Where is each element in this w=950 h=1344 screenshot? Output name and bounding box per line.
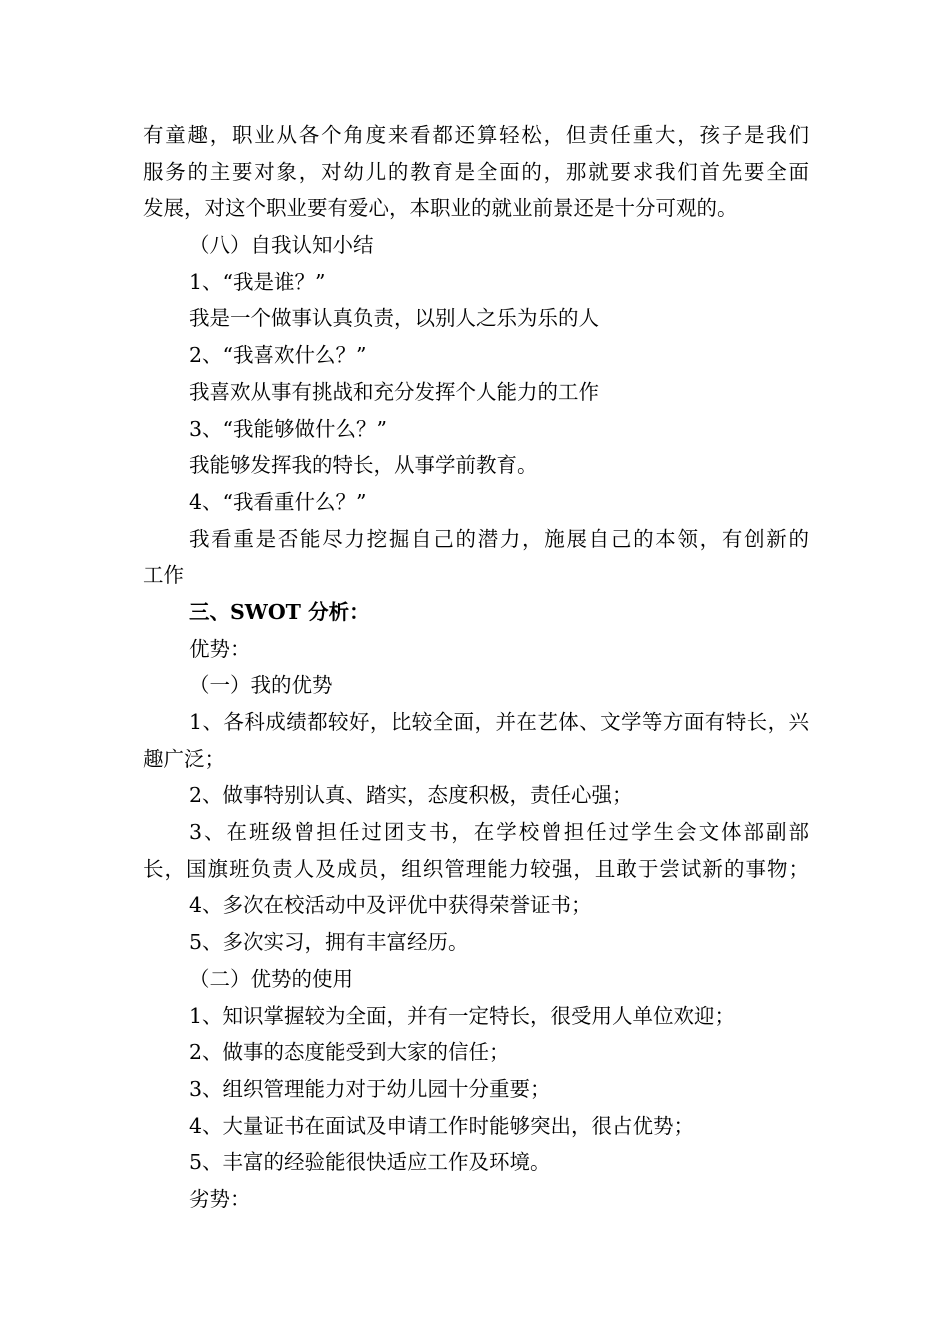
- text-line: 3、组织管理能力对于幼儿园十分重要；: [189, 1076, 551, 1101]
- text-line: 趣广泛；: [143, 746, 225, 771]
- text-line: 5、丰富的经验能很快适应工作及环境。: [189, 1150, 551, 1175]
- text-line: （八）自我认知小结: [189, 233, 374, 258]
- text-line: 劣势：: [189, 1186, 251, 1211]
- text-line: 有童趣，职业从各个角度来看都还算轻松，但责任重大，孩子是我们: [143, 123, 809, 147]
- text-line: 4、“我看重什么？”: [189, 489, 367, 514]
- text-line: 我看重是否能尽力挖掘自己的潜力，施展自己的本领，有创新的: [189, 526, 809, 551]
- text-line: 长，国旗班负责人及成员，组织管理能力较强，且敢于尝试新的事物；: [143, 856, 809, 881]
- text-line: 服务的主要对象，对幼儿的教育是全面的，那就要求我们首先要全面: [143, 159, 809, 184]
- text-line: 优势：: [189, 636, 251, 661]
- text-line: 我是一个做事认真负责，以别人之乐为乐的人: [189, 306, 599, 331]
- text-line: 工作: [143, 563, 184, 588]
- text-line: 4、大量证书在面试及申请工作时能够突出，很占优势；: [189, 1113, 695, 1138]
- text-line: 2、做事特别认真、踏实，态度积极，责任心强；: [189, 783, 633, 808]
- text-line: 3、在班级曾担任过团支书，在学校曾担任过学生会文体部副部: [189, 820, 809, 845]
- text-line: 我能够发挥我的特长，从事学前教育。: [189, 453, 538, 478]
- document-body: [143, 117, 809, 1218]
- text-line: 2、“我喜欢什么？”: [189, 343, 367, 368]
- text-line: 5、多次实习，拥有丰富经历。: [189, 930, 469, 955]
- text-line: （一）我的优势: [189, 673, 333, 698]
- text-line: 发展，对这个职业要有爱心，本职业的就业前景还是十分可观的。: [143, 196, 738, 221]
- section-heading: 三、SWOT 分析：: [189, 599, 370, 624]
- text-line: 我喜欢从事有挑战和充分发挥个人能力的工作: [189, 379, 599, 404]
- text-line: 2、做事的态度能受到大家的信任；: [189, 1040, 510, 1065]
- text-line: （二）优势的使用: [189, 966, 353, 991]
- text-line: 1、知识掌握较为全面，并有一定特长，很受用人单位欢迎；: [189, 1003, 736, 1028]
- text-line: 4、多次在校活动中及评优中获得荣誉证书；: [189, 893, 592, 918]
- text-line: 3、“我能够做什么？”: [189, 416, 388, 441]
- text-line: 1、各科成绩都较好，比较全面，并在艺体、文学等方面有特长，兴: [189, 710, 809, 734]
- text-line: 1、“我是谁？”: [189, 269, 326, 294]
